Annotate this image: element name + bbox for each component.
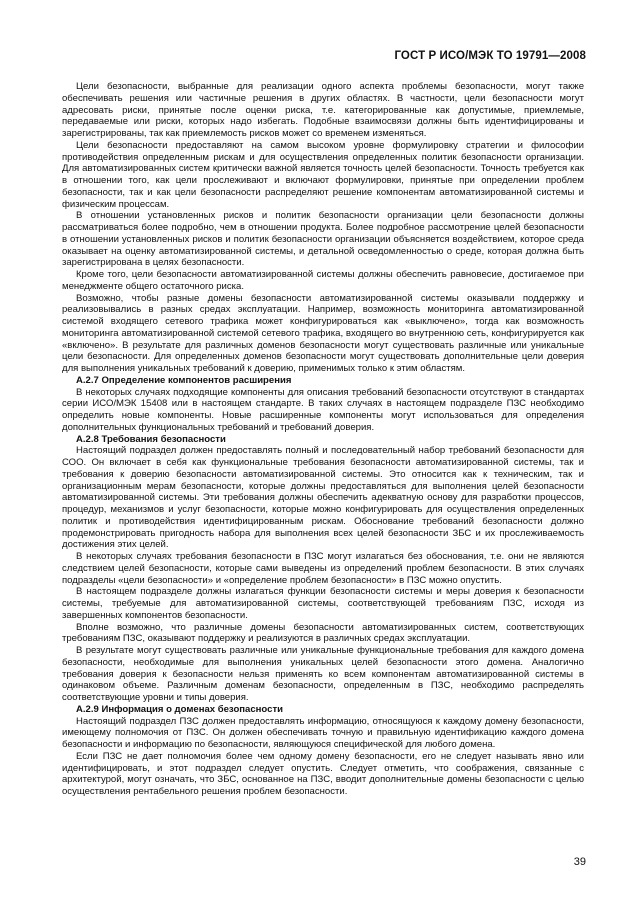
paragraph: Цели безопасности предоставляют на самом высоком уровне формулировку стратегии и философии противодействия определенным рискам и для осуществления определенных политик безопасности организации. Для автоматизированных систем критически важной является точность целей безопасности. Точность требуется как в отношении того, как цели прослеживают и включают формулировки, принятые при определении проблем безопасности, так и как цели безопасности распределяют решение компонентам автоматизированной системы и физическим процессам. [62, 139, 584, 210]
page-number: 39 [573, 856, 586, 868]
section-heading-a28: А.2.8 Требования безопасности [76, 433, 226, 445]
paragraph: Вполне возможно, что различные домены безопасности автоматизированных систем, соответствующих требованиям ПЗС, оказывают поддержку и реализуются в различных средах эксплуатации. [62, 621, 584, 645]
section-heading-a27: А.2.7 Определение компонентов расширения [76, 374, 292, 386]
paragraph: Возможно, чтобы разные домены безопасности автоматизированной системы оказывали поддержку и реализовывались в разных средах эксплуатации. Например, возможность мониторинга автоматизированной системой входящего сетевого трафика может конфигурироваться как «выключено», тогда как возможность мониторинга автоматизированной системой сетевого трафика, входящего во внутреннюю сеть, конфигурируется как «включено». В результате для различных доменов безопасности могут существовать различные или уникальные цели безопасности. Для определенных доменов безопасности могут существовать дополнительные цели доверия для выполнения уникальных требований к доверию, применимых только к этим областям. [62, 292, 584, 374]
paragraph: В некоторых случаях подходящие компоненты для описания требований безопасности отсутствуют в стандартах серии ИСО/МЭК 15408 или в настоящем стандарте. В таких случаях в настоящем подразделе ПЗС необходимо определить новые компоненты. Новые расширенные компоненты могут использоваться для определения дополнительных функциональных требований и требований доверия. [62, 386, 584, 433]
paragraph: Настоящий подраздел ПЗС должен предоставлять информацию, относящуюся к каждому домену безопасности, имеющему полномочия от ПЗС. Он должен обеспечивать точную и правильную идентификацию каждого домена безопасности и информацию по безопасности, являющуюся специфической для любого домена. [62, 715, 584, 750]
section-heading-a29: А.2.9 Информация о доменах безопасности [76, 703, 283, 715]
paragraph: Настоящий подраздел должен предоставлять полный и последовательный набор требований безопасности для СОО. Он включает в себя как функциональные требования безопасности автоматизированной системы, так и требования к доверию безопасности автоматизированной системы. Это относится как к техническим, так и организационным мерам безопасности, которые должны предоставляться для выполнения целей безопасности автоматизированной системы. Эти требования должны обеспечить адекватную основу для разработки процессов, процедур, механизмов и услуг безопасности, которые можно конфигурировать для осуществления определенных политик и противодействия идентифицированным рискам. Обоснование требований безопасности должно продемонстрировать пригодность набора для выполнения всех целей безопасности ЗБС и их прослеживаемость достижения этих целей. [62, 445, 584, 551]
paragraph: Если ПЗС не дает полномочия более чем одному домену безопасности, его не следует называть явно или идентифицировать, и этот подраздел следует опустить. Следует отметить, что соображения, связанные с архитектурой, могут означать, что ЗБС, основанное на ПЗС, вводит дополнительные домены безопасности с целью осуществления рентабельного решения проблем безопасности. [62, 750, 584, 797]
paragraph: Цели безопасности, выбранные для реализации одного аспекта проблемы безопасности, могут также обеспечивать решения или частичные решения в других областях. В частности, цели безопасности могут адресовать риски, принятые после оценки риска, т.е. категорированные как допустимые, приемлемые, передаваемые или риски, которых надо избегать. Подобные взаимосвязи должны быть идентифицированы и зарегистрированы, так как приемлемость рисков может со временем изменяться. [62, 81, 584, 139]
paragraph: В результате могут существовать различные или уникальные функциональные требования для каждого домена безопасности, необходимые для выполнения уникальных целей безопасности этого домена. Аналогично требования доверия к безопасности нельзя применять ко всем компонентам автоматизированной системы в одинаковом объеме. Различным доменам безопасности, определенным в ПЗС, необходимо распределять соответствующие уровни и типы доверия. [62, 645, 584, 703]
paragraph: В отношении установленных рисков и политик безопасности организации цели безопасности должны рассматриваться более подробно, чем в отношении продукта. Более подробное рассмотрение целей безопасности в отношении установленных рисков и политик безопасности организации объясняется воздействием, которое среда оказывает на оценку автоматизированной системы, и детальной осведомленностью о среде, которая должна быть зарегистрирована в целях безопасности. [62, 210, 584, 269]
paragraph: В некоторых случаях требования безопасности в ПЗС могут излагаться без обоснования, т.е. они не являются следствием целей безопасности, которые сами выведены из определений проблем безопасности. В этих случаях подразделы «цели безопасности» и «определение проблем безопасности» в ПЗС можно опустить. [62, 551, 584, 586]
document-body [62, 81, 584, 798]
document-header: ГОСТ Р ИСО/МЭК ТО 19791—2008 [394, 50, 586, 62]
paragraph: В настоящем подразделе должны излагаться функции безопасности системы и меры доверия к безопасности системы, требуемые для автоматизированной системы, соответствующей требованиям ПЗС, исходя из завершенных компонентов безопасности. [62, 586, 584, 621]
paragraph: Кроме того, цели безопасности автоматизированной системы должны обеспечить равновесие, достигаемое при менеджменте общего остаточного риска. [62, 269, 584, 292]
